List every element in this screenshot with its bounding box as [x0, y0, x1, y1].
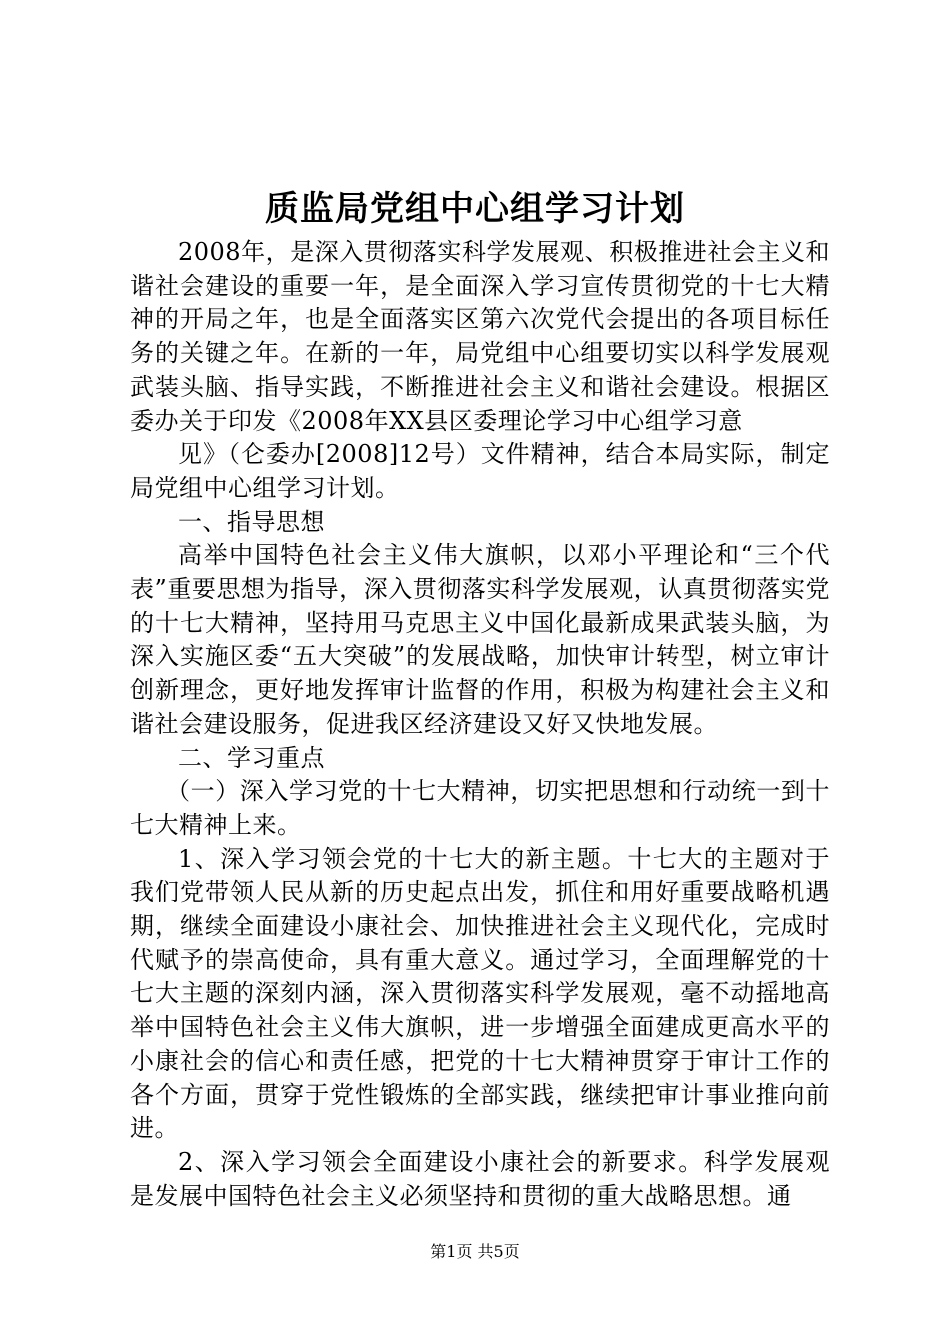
section-heading-study-focus: 二、学习重点	[178, 743, 325, 772]
paragraph-guiding-ideology: 高举中国特色社会主义伟大旗帜，以邓小平理论和“三个代表”重要思想为指导，深入贯彻落实科学发展观，认真贯彻落实党的十七大精神，坚持用马克思主义中国化最新成果武装头脑，为深入实施区委“五大突破”的发展战略，加快审计转型，树立审计创新理念，更好地发挥审计监督的作用，积极为构建社会主义和谐社会建设服务，促进我区经济建设又好又快地发展。	[130, 541, 830, 738]
document-title: 质监局党组中心组学习计划	[265, 189, 685, 229]
paragraph-intro-continued: 见》（仑委办[2008]12号）文件精神，结合本局实际，制定局党组中心组学习计划。	[130, 440, 830, 502]
subsection-heading-1: （一）深入学习党的十七大精神，切实把思想和行动统一到十七大精神上来。	[130, 777, 830, 839]
page-footer: 第1页 共5页	[430, 1242, 520, 1261]
document-body	[130, 236, 830, 1213]
paragraph-item-1: 1、深入学习领会党的十七大的新主题。十七大的主题对于我们党带领人民从新的历史起点出发，抓住和用好重要战略机遇期，继续全面建设小康社会、加快推进社会主义现代化，完成时代赋予的崇高使命，具有重大意义。通过学习，全面理解党的十七大主题的深刻内涵，深入贯彻落实科学发展观，毫不动摇地高举中国特色社会主义伟大旗帜，进一步增强全面建成更高水平的小康社会的信心和责任感，把党的十七大精神贯穿于审计工作的各个方面，贯穿于党性锻炼的全部实践，继续把审计事业推向前进。	[130, 844, 830, 1143]
section-heading-guiding-ideology: 一、指导思想	[178, 507, 325, 536]
paragraph-intro: 2008年，是深入贯彻落实科学发展观、积极推进社会主义和谐社会建设的重要一年，是全面深入学习宣传贯彻党的十七大精神的开局之年，也是全面落实区第六次党代会提出的各项目标任务的关键之年。在新的一年，局党组中心组要切实以科学发展观武装头脑、指导实践，不断推进社会主义和谐社会建设。根据区委办关于印发《2008年XX县区委理论学习中心组学习意	[130, 238, 830, 435]
paragraph-item-2: 2、深入学习领会全面建设小康社会的新要求。科学发展观是发展中国特色社会主义必须坚持和贯彻的重大战略思想。通	[130, 1147, 830, 1210]
